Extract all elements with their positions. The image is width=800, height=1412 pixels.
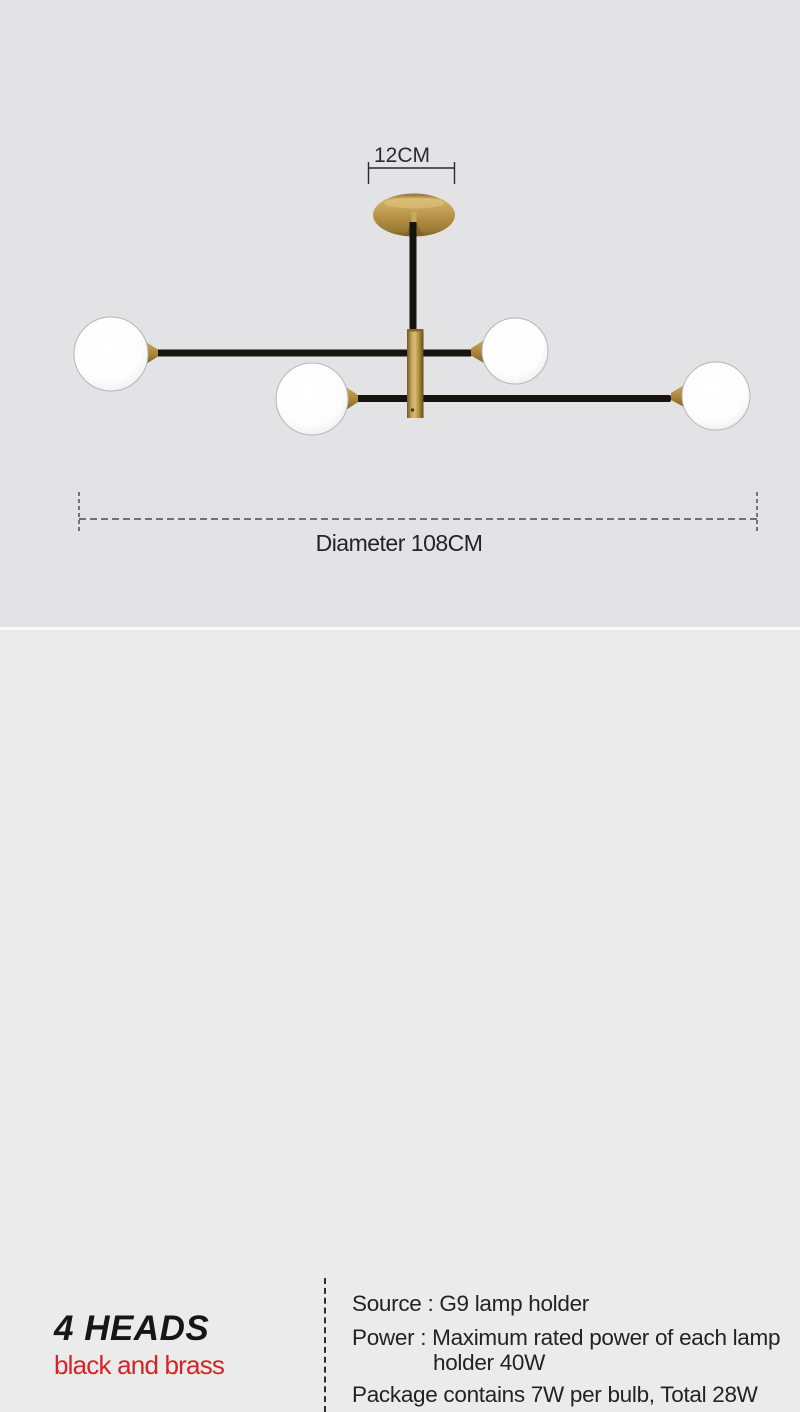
glass-bulb-2 xyxy=(276,363,348,435)
spec-power-line1: Power : Maximum rated power of each lamp xyxy=(352,1325,781,1350)
heads-title: 4 HEADS xyxy=(54,1309,210,1348)
spec-power xyxy=(352,1325,798,1375)
spec-list xyxy=(352,1291,798,1407)
spec-package-text: Package contains 7W per bulb, Total 28W xyxy=(352,1382,758,1407)
finish-subtitle: black and brass xyxy=(54,1350,225,1380)
spec-source xyxy=(352,1291,798,1316)
diameter-label: Diameter 108CM xyxy=(315,530,483,556)
canopy-highlight xyxy=(384,198,444,209)
product-photo-area xyxy=(0,0,800,630)
lower-arm-rod xyxy=(356,395,671,402)
chandelier-figure xyxy=(0,0,800,627)
hub-screw xyxy=(411,408,414,411)
center-hub-cap xyxy=(407,329,424,332)
upper-arm-rod xyxy=(156,350,472,357)
spec-source-text: Source : G9 lamp holder xyxy=(352,1291,589,1316)
caption-panel xyxy=(0,630,800,1407)
dashed-divider xyxy=(324,1278,326,1412)
vertical-rod xyxy=(410,222,417,334)
glass-bulb-4 xyxy=(682,362,750,430)
center-hub xyxy=(407,329,424,418)
canopy-dimension-label: 12CM xyxy=(373,144,431,167)
glass-bulb-1 xyxy=(74,317,148,391)
glass-bulb-3 xyxy=(482,318,548,384)
spec-power-line2: holder 40W xyxy=(433,1350,546,1375)
spec-package xyxy=(352,1382,798,1407)
